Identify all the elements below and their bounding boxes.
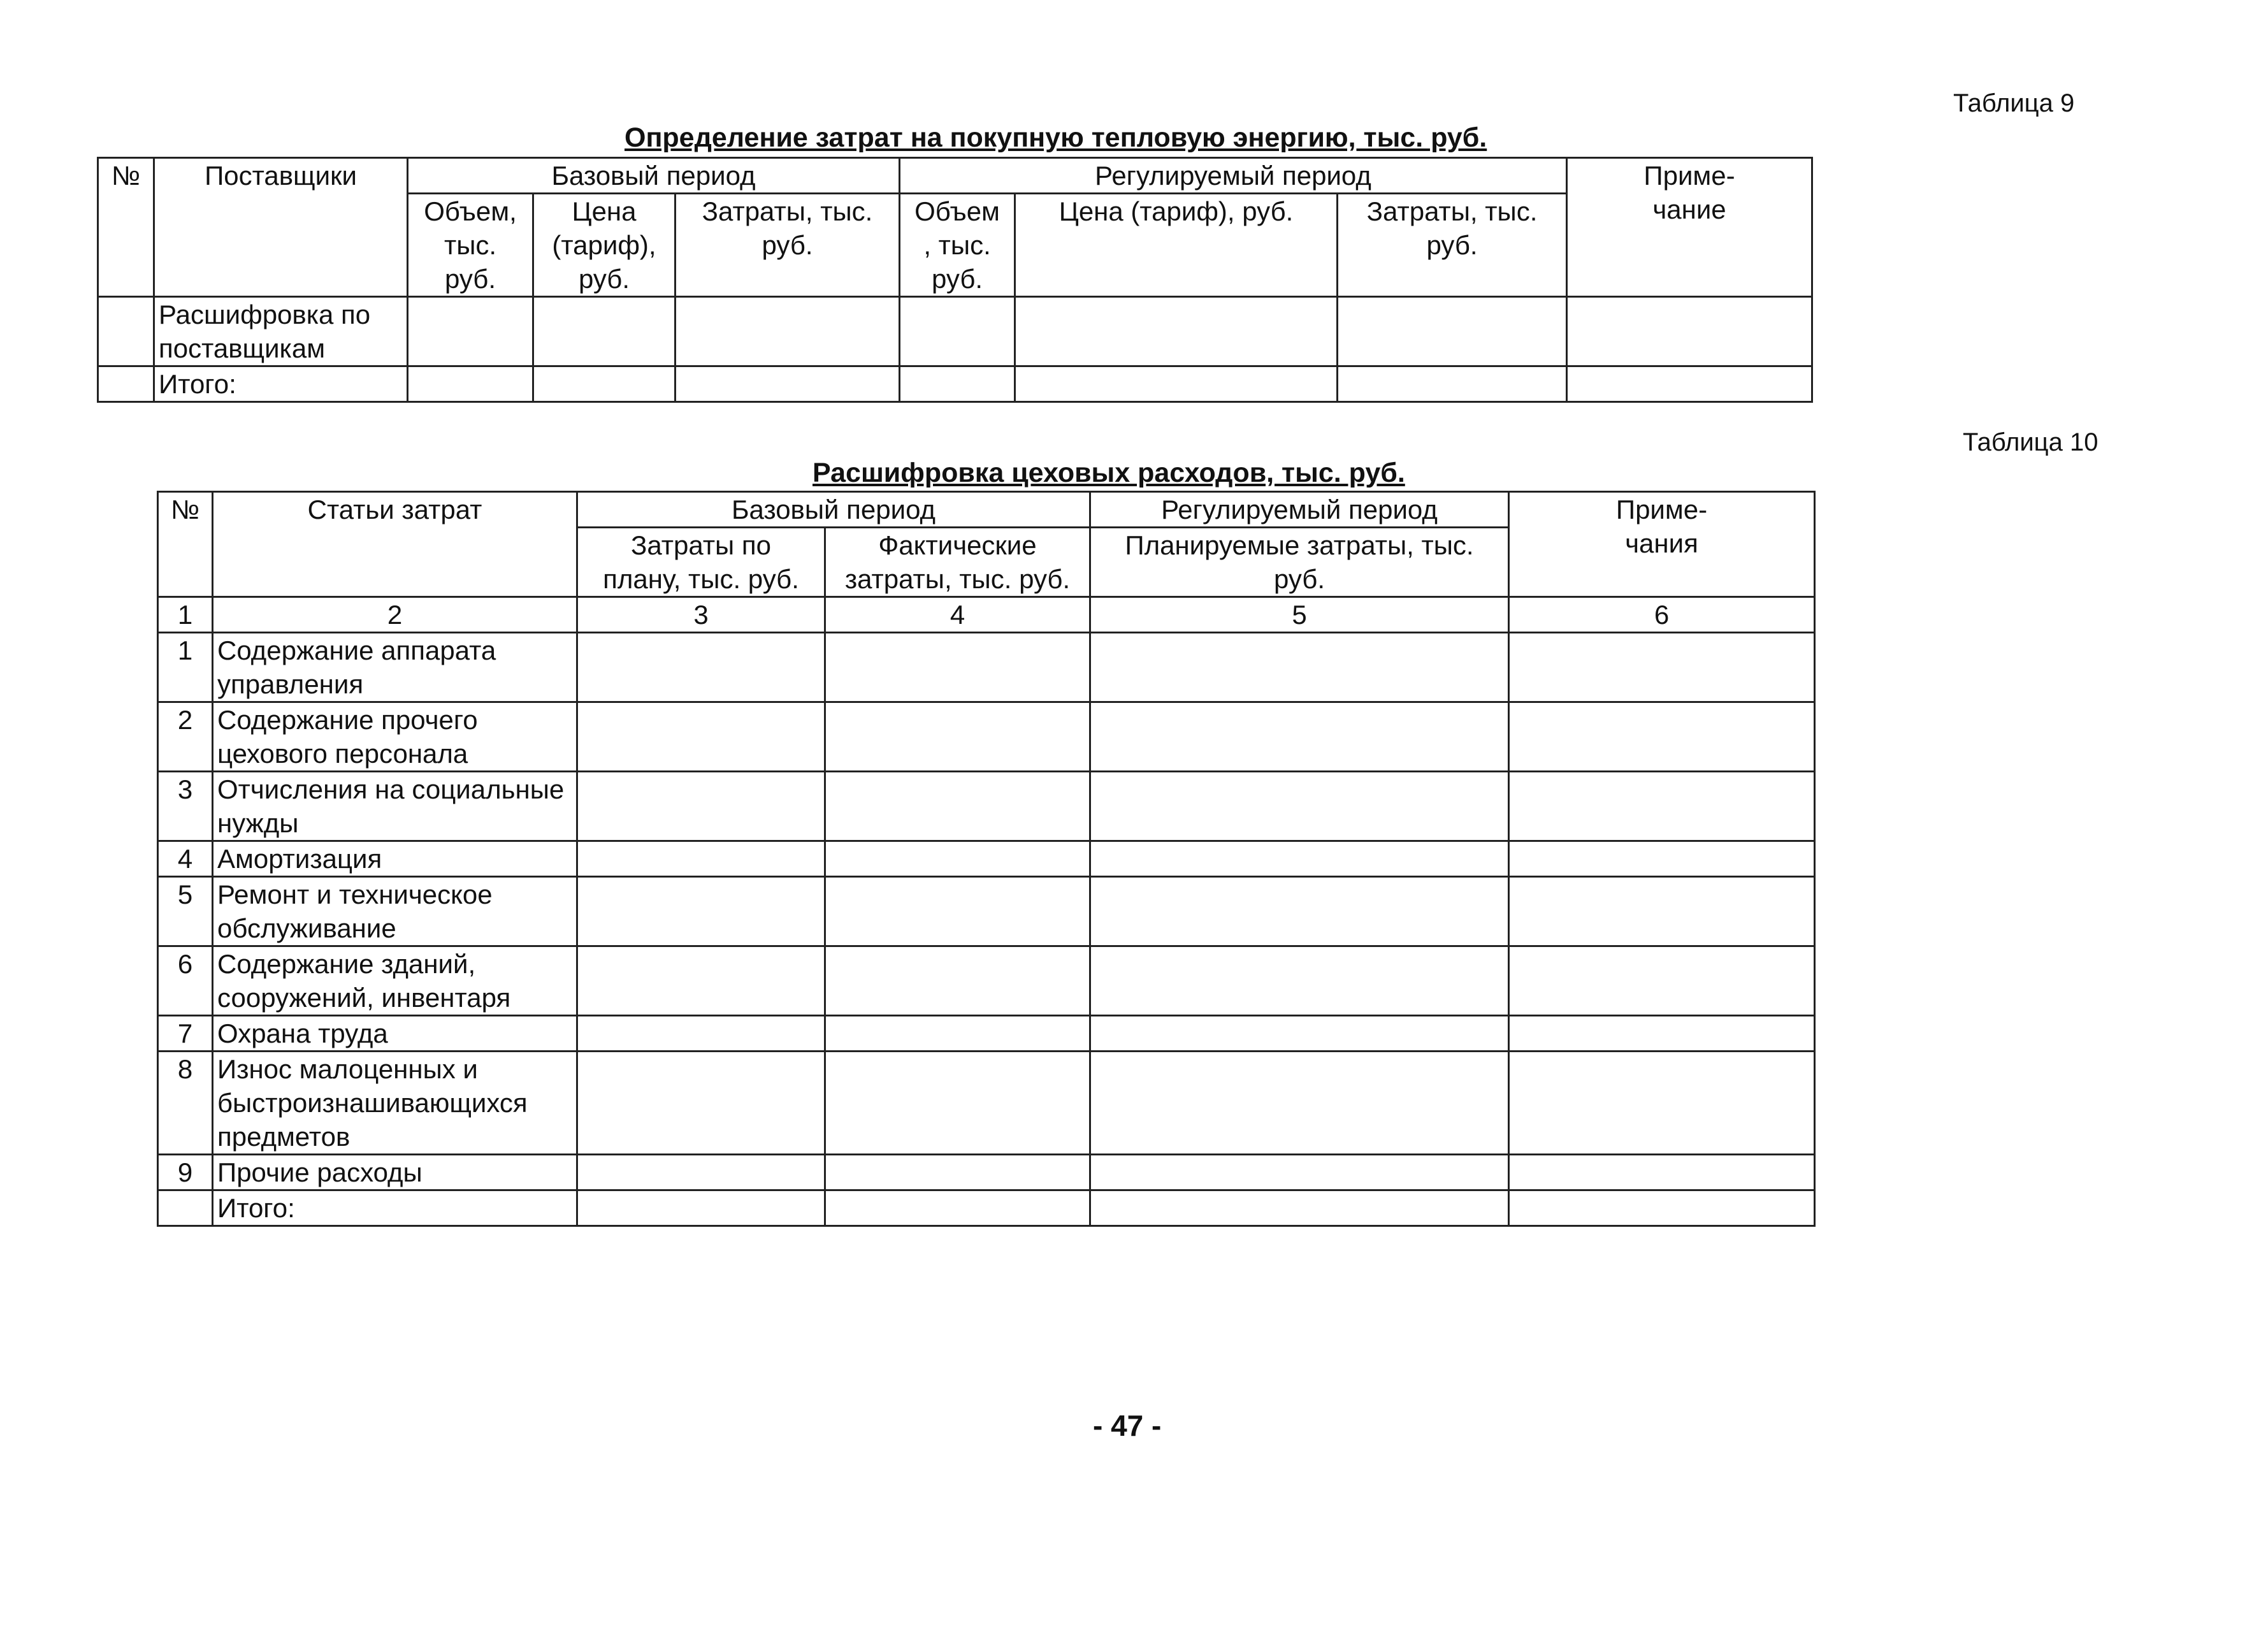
- t9-cell: [533, 366, 675, 402]
- t10-row-num: 8: [158, 1052, 213, 1155]
- t10-row-item: Содержание прочего цехового персонала: [213, 702, 577, 772]
- t10-cell: [1090, 877, 1509, 946]
- t10-cell: [1090, 772, 1509, 841]
- t10-row-num: 2: [158, 702, 213, 772]
- t10-cell: [825, 946, 1090, 1016]
- t10-row-num: 6: [158, 946, 213, 1016]
- t10-cell: [1509, 1016, 1815, 1052]
- t10-row-item: Содержание зданий, сооружений, инвентаря: [213, 946, 577, 1016]
- t10-row-num: 5: [158, 877, 213, 946]
- table-row: [158, 946, 1815, 1016]
- t9-header-regulated-period: Регулируемый период: [900, 158, 1567, 194]
- t10-row-item: Амортизация: [213, 841, 577, 877]
- t9-row-label-total: Итого:: [154, 366, 408, 402]
- t10-cell: [577, 772, 825, 841]
- table9-title: Определение затрат на покупную тепловую энергию, тыс. руб.: [625, 122, 1487, 153]
- t10-colnum: 4: [825, 597, 1090, 633]
- t9-cell: [533, 297, 675, 366]
- t10-row-item: Износ малоценных и быстроизнашивающихся предметов: [213, 1052, 577, 1155]
- t10-cell: [577, 1155, 825, 1190]
- t10-cell: [577, 841, 825, 877]
- table-row: [158, 1190, 1815, 1226]
- t9-cell: [1338, 297, 1567, 366]
- t9-cell: [1567, 366, 1812, 402]
- t10-row-num: 1: [158, 633, 213, 702]
- t10-cell: [825, 1155, 1090, 1190]
- t10-header-base-period: Базовый период: [577, 492, 1090, 528]
- t10-cell: [1090, 946, 1509, 1016]
- t10-cell: [825, 772, 1090, 841]
- t10-header-reg-planned: Планируемые затраты, тыс. руб.: [1090, 528, 1509, 597]
- table-row: [158, 772, 1815, 841]
- t9-cell: [1567, 297, 1812, 366]
- t10-header-num: №: [158, 492, 213, 597]
- t10-cell: [577, 702, 825, 772]
- t9-cell: [675, 366, 900, 402]
- t10-cell: [577, 633, 825, 702]
- t9-cell: [900, 297, 1015, 366]
- t9-header-base-period: Базовый период: [408, 158, 900, 194]
- t10-colnum: 2: [213, 597, 577, 633]
- t10-row-num: 7: [158, 1016, 213, 1052]
- t10-header-regulated-period: Регулируемый период: [1090, 492, 1509, 528]
- t10-cell: [1090, 1155, 1509, 1190]
- t10-cell: [577, 1190, 825, 1226]
- page-number: - 47 -: [1093, 1409, 1162, 1442]
- t10-cell: [577, 1016, 825, 1052]
- t10-header-notes: Приме- чания: [1509, 492, 1815, 597]
- t9-cell: [98, 366, 154, 402]
- t9-cell: [98, 297, 154, 366]
- t10-cell: [1090, 702, 1509, 772]
- t10-colnum: 3: [577, 597, 825, 633]
- t9-header-reg-price: Цена (тариф), руб.: [1015, 194, 1338, 297]
- t10-cell: [1509, 772, 1815, 841]
- t9-header-note: Приме- чание: [1567, 158, 1812, 297]
- t10-cell: [825, 633, 1090, 702]
- t9-header-reg-costs: Затраты, тыс. руб.: [1338, 194, 1567, 297]
- t10-cell: [158, 1190, 213, 1226]
- t10-cell: [577, 877, 825, 946]
- table9: [97, 157, 1813, 403]
- table-row: [158, 1155, 1815, 1190]
- t9-cell: [408, 366, 533, 402]
- t10-row-item: Отчисления на социальные нужды: [213, 772, 577, 841]
- t9-cell: [675, 297, 900, 366]
- t10-header-items: Статьи затрат: [213, 492, 577, 597]
- t10-cell: [825, 1190, 1090, 1226]
- t10-cell: [825, 702, 1090, 772]
- t10-cell: [1509, 633, 1815, 702]
- t10-row-item: Прочие расходы: [213, 1155, 577, 1190]
- t9-header-base-price: Цена (тариф), руб.: [533, 194, 675, 297]
- t10-row-num: 4: [158, 841, 213, 877]
- t9-header-suppliers: Поставщики: [154, 158, 408, 297]
- t10-colnum: 5: [1090, 597, 1509, 633]
- t10-header-actual-costs: Фактические затраты, тыс. руб.: [825, 528, 1090, 597]
- t10-cell: [1090, 841, 1509, 877]
- t10-header-planned-costs: Затраты по плану, тыс. руб.: [577, 528, 825, 597]
- t10-cell: [1509, 1155, 1815, 1190]
- t10-column-numbers-row: [158, 597, 1815, 633]
- t9-cell: [900, 366, 1015, 402]
- t9-row-label-suppliers: Расшифровка по поставщикам: [154, 297, 408, 366]
- t10-cell: [577, 946, 825, 1016]
- table10: [157, 491, 1816, 1227]
- t10-cell: [825, 877, 1090, 946]
- t9-header-base-costs: Затраты, тыс. руб.: [675, 194, 900, 297]
- t10-row-item: Охрана труда: [213, 1016, 577, 1052]
- t10-cell: [1509, 946, 1815, 1016]
- t10-cell: [1509, 1190, 1815, 1226]
- table10-label: Таблица 10: [1963, 428, 2098, 456]
- table10-title: Расшифровка цеховых расходов, тыс. руб.: [813, 458, 1405, 488]
- table-row: [158, 841, 1815, 877]
- t9-header-num: №: [98, 158, 154, 297]
- t10-cell: [1090, 1052, 1509, 1155]
- t9-cell: [1338, 366, 1567, 402]
- table9-label: Таблица 9: [1953, 89, 2075, 117]
- table-row: [158, 633, 1815, 702]
- t10-cell: [825, 1052, 1090, 1155]
- t10-cell: [1090, 1190, 1509, 1226]
- t10-cell: [825, 841, 1090, 877]
- t10-row-total: Итого:: [213, 1190, 577, 1226]
- t10-cell: [1090, 633, 1509, 702]
- t9-cell: [408, 297, 533, 366]
- table-row: [158, 877, 1815, 946]
- t10-row-num: 9: [158, 1155, 213, 1190]
- t9-header-reg-volume: Объем , тыс. руб.: [900, 194, 1015, 297]
- t10-row-item: Содержание аппарата управления: [213, 633, 577, 702]
- table-row: [98, 297, 1812, 366]
- t10-cell: [825, 1016, 1090, 1052]
- t10-cell: [1509, 1052, 1815, 1155]
- t9-cell: [1015, 297, 1338, 366]
- t10-row-item: Ремонт и техническое обслуживание: [213, 877, 577, 946]
- t10-cell: [1509, 702, 1815, 772]
- table-row: [158, 702, 1815, 772]
- t10-cell: [1090, 1016, 1509, 1052]
- table-row: [158, 1016, 1815, 1052]
- t9-header-base-volume: Объем, тыс. руб.: [408, 194, 533, 297]
- t10-cell: [1509, 841, 1815, 877]
- t9-cell: [1015, 366, 1338, 402]
- t10-row-num: 3: [158, 772, 213, 841]
- t10-colnum: 1: [158, 597, 213, 633]
- t10-colnum: 6: [1509, 597, 1815, 633]
- table-row: [158, 1052, 1815, 1155]
- table-row: [98, 366, 1812, 402]
- t10-cell: [577, 1052, 825, 1155]
- t10-cell: [1509, 877, 1815, 946]
